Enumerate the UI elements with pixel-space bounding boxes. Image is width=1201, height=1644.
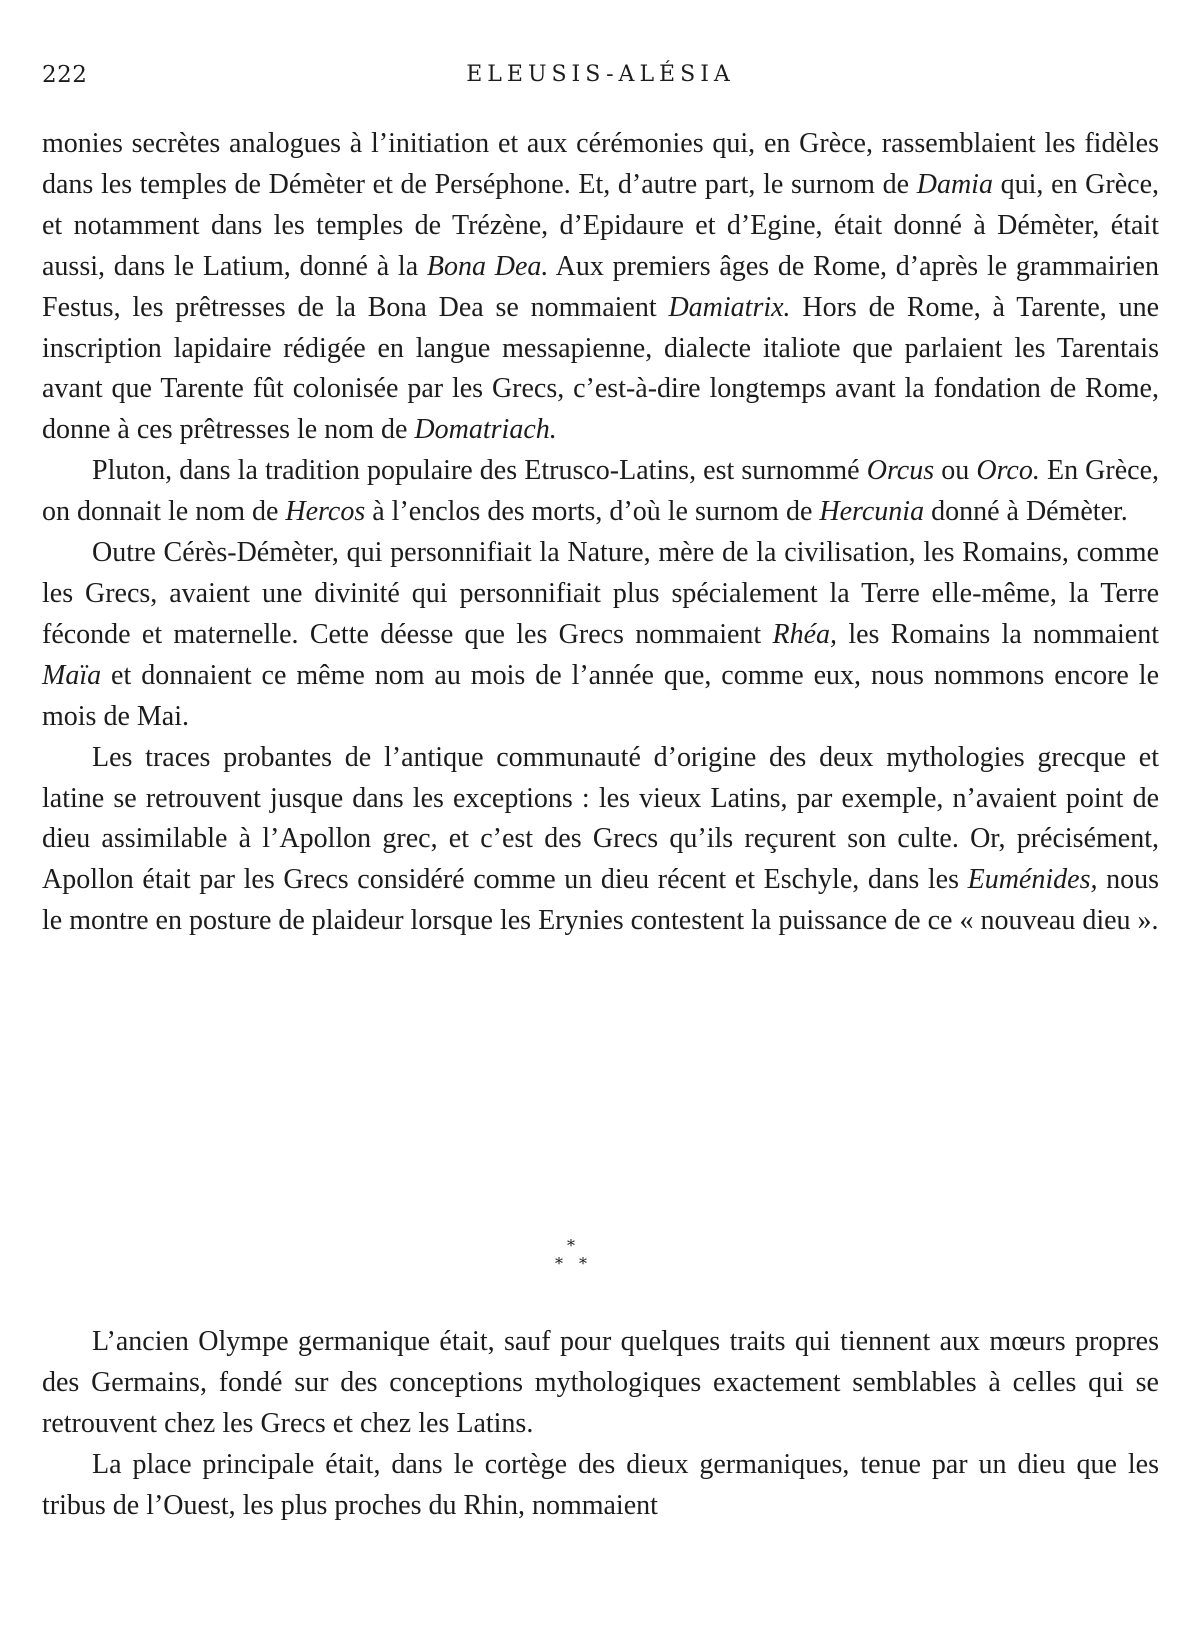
asterisk-icon: * [567, 1236, 575, 1255]
text-run: et donnaient ce même nom au mois de l’année que, comme eux, nous nommons encore le mois de Mai. [42, 659, 1159, 732]
italic-term: Euménides, [967, 864, 1098, 896]
text-run: nous le montre en posture de plaideur lorsque les Erynies contestent la puissance de ce « nouveau dieu ». [42, 864, 1160, 937]
italic-term: Maïa [42, 659, 102, 691]
italic-term: Damia [916, 168, 993, 200]
running-title: ELEUSIS-ALÉSIA [466, 62, 735, 87]
text-run: à l’enclos des morts, d’où le surnom de [365, 496, 820, 528]
text-run: monies secrètes analogues à l’initiation et aux cérémonies qui, en Grèce, rassemblaient les fidèles dans les temples de Démèter et de Perséphone. Et, d’autre part, le surnom de [42, 128, 1159, 200]
italic-term: Damiatrix. [668, 291, 791, 323]
body-text-section-1 [42, 124, 1159, 942]
italic-term: Domatriach. [414, 414, 557, 446]
italic-term: Bona Dea. [426, 250, 549, 282]
italic-term: Orco. [976, 455, 1040, 487]
text-run: En Grèce, on donnait le nom de [42, 455, 1160, 528]
text-run: Pluton, dans la tradition populaire des Etrusco-Latins, est surnommé [92, 455, 867, 487]
italic-term: Hercunia [819, 496, 925, 528]
paragraph-3 [42, 533, 1159, 738]
text-run: Aux premiers âges de Rome, d’après le grammairien Festus, les prêtresses de la Bona Dea se nommaient [42, 250, 1159, 323]
body-text-section-2 [42, 1322, 1159, 1527]
text-run: ou [934, 455, 977, 487]
paragraph-2 [42, 451, 1159, 533]
paragraph-5: L’ancien Olympe germanique était, sauf pour quelques traits qui tiennent aux mœurs propres des Germains, fondé sur des conceptions mythologiques exactement semblables à celles qui se retrouvent chez les Grecs et chez les Latins. [42, 1326, 1159, 1439]
asterisk-icon: * [555, 1254, 563, 1273]
asterism-divider [553, 1238, 593, 1282]
paragraph-6: La place principale était, dans le cortège des dieux germaniques, tenue par un dieu que les tribus de l’Ouest, les plus proches du Rhin, nommaient [42, 1448, 1159, 1521]
text-run: donné à Démèter. [924, 496, 1128, 528]
paragraph-1 [42, 124, 1159, 451]
text-run: qui, en Grèce, et notamment dans les temples de Trézène, d’Epidaure et d’Egine, était donné à Démèter, était aussi, dans le Latium, donné à la [42, 168, 1159, 282]
text-run: Outre Cérès-Démèter, qui personnifiait la Nature, mère de la civilisation, les Romains, comme les Grecs, avaient une divinité qui personnifiait plus spécialement la Terre elle-même, la Terre féconde et maternelle. Cette déesse que les Grecs nommaient [42, 537, 1159, 650]
italic-term: Orcus [866, 455, 935, 487]
text-run: Les traces probantes de l’antique communauté d’origine des deux mythologies grecque et latine se retrouvent jusque dans les exceptions : les vieux Latins, par exemple, n’avaient point de dieu assimilable à l’Apollon grec, et c’est des Grecs qu’ils reçurent son culte. Or, précisément, Apollon était par les Grecs considéré comme un dieu récent et Eschyle, dans les [42, 741, 1159, 896]
text-run: Hors de Rome, à Tarente, une inscription lapidaire rédigée en langue messapienne, dialecte italiote que parlaient les Tarentais avant que Tarente fût colonisée par les Grecs, c’est-à-dire longtemps avant la fondation de Rome, donne à ces prêtresses le nom de [42, 291, 1160, 446]
running-head [42, 62, 1159, 98]
text-run: les Romains la nommaient [837, 618, 1160, 650]
italic-term: Hercos [285, 496, 366, 528]
paragraph-4 [42, 738, 1159, 943]
page-number: 222 [42, 62, 88, 88]
italic-term: Rhéa, [772, 618, 838, 650]
asterisk-icon: * [579, 1254, 587, 1273]
